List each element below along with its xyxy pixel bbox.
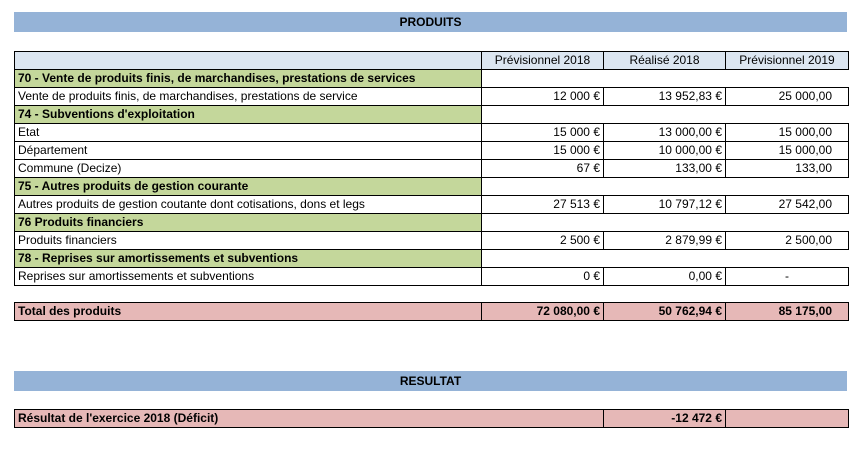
table-row — [15, 142, 849, 160]
row-label: Commune (Decize) — [15, 160, 482, 178]
row-label: Vente de produits finis, de marchandises, prestations de service — [15, 88, 482, 106]
section-row — [15, 178, 849, 196]
resultat-banner: RESULTAT — [14, 371, 847, 391]
table-row — [15, 268, 849, 286]
row-label: Produits financiers — [15, 232, 482, 250]
row-previsionnel-2019: 2 500,00 — [726, 232, 849, 250]
resultat-empty-cell — [726, 410, 849, 428]
total-previsionnel-2018: 72 080,00 € — [482, 303, 604, 321]
row-realise-2018: 0,00 € — [604, 268, 726, 286]
section-row — [15, 70, 849, 88]
resultat-row — [15, 410, 849, 428]
table-row — [15, 124, 849, 142]
row-previsionnel-2018: 0 € — [482, 268, 604, 286]
section-title: 75 - Autres produits de gestion courante — [15, 178, 482, 196]
section-row — [15, 250, 849, 268]
row-label: Reprises sur amortissements et subventions — [15, 268, 482, 286]
total-label: Total des produits — [15, 303, 482, 321]
row-label: Etat — [15, 124, 482, 142]
row-previsionnel-2018: 12 000 € — [482, 88, 604, 106]
section-row — [15, 106, 849, 124]
row-previsionnel-2018: 27 513 € — [482, 196, 604, 214]
row-realise-2018: 10 000,00 € — [604, 142, 726, 160]
table-row — [15, 88, 849, 106]
row-realise-2018: 13 952,83 € — [604, 88, 726, 106]
row-previsionnel-2018: 67 € — [482, 160, 604, 178]
resultat-table — [14, 409, 849, 428]
section-title: 74 - Subventions d'exploitation — [15, 106, 482, 124]
row-realise-2018: 2 879,99 € — [604, 232, 726, 250]
row-previsionnel-2019: 133,00 — [726, 160, 849, 178]
row-label: Autres produits de gestion coutante dont cotisations, dons et legs — [15, 196, 482, 214]
table-row — [15, 196, 849, 214]
row-previsionnel-2018: 15 000 € — [482, 142, 604, 160]
row-previsionnel-2019: 15 000,00 — [726, 142, 849, 160]
row-previsionnel-2018: 15 000 € — [482, 124, 604, 142]
row-realise-2018: 13 000,00 € — [604, 124, 726, 142]
total-row — [15, 303, 849, 321]
row-previsionnel-2019: 27 542,00 — [726, 196, 849, 214]
header-previsionnel-2018: Prévisionnel 2018 — [482, 52, 604, 70]
section-title: 78 - Reprises sur amortissements et subventions — [15, 250, 482, 268]
produits-banner: PRODUITS — [14, 12, 847, 32]
header-previsionnel-2019: Prévisionnel 2019 — [726, 52, 849, 70]
table-row — [15, 232, 849, 250]
produits-table — [14, 51, 849, 321]
table-row — [15, 160, 849, 178]
section-title: 76 Produits financiers — [15, 214, 482, 232]
row-previsionnel-2018: 2 500 € — [482, 232, 604, 250]
header-row — [15, 52, 849, 70]
row-previsionnel-2019: 15 000,00 — [726, 124, 849, 142]
section-row — [15, 214, 849, 232]
header-empty-cell — [15, 52, 482, 70]
row-realise-2018: 10 797,12 € — [604, 196, 726, 214]
header-realise-2018: Réalisé 2018 — [604, 52, 726, 70]
total-realise-2018: 50 762,94 € — [604, 303, 726, 321]
total-previsionnel-2019: 85 175,00 — [726, 303, 849, 321]
row-previsionnel-2019: - — [726, 268, 849, 286]
row-label: Département — [15, 142, 482, 160]
section-title: 70 - Vente de produits finis, de marchandises, prestations de services — [15, 70, 482, 88]
resultat-value: -12 472 € — [604, 410, 726, 428]
row-previsionnel-2019: 25 000,00 — [726, 88, 849, 106]
row-realise-2018: 133,00 € — [604, 160, 726, 178]
resultat-label: Résultat de l'exercice 2018 (Déficit) — [15, 410, 604, 428]
